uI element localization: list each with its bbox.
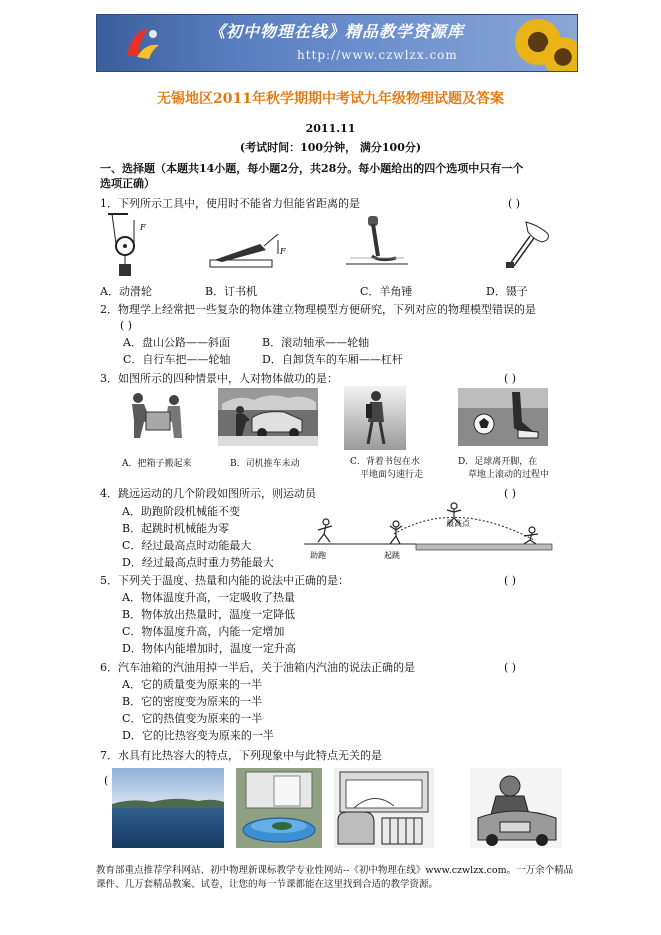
page-footer: 教育部重点推荐学科网站、初中物理新课标教学专业性网站--《初中物理在线》www.czwlzx.com。一万余个精品课件、几万套精品教案、试卷，让您的每一节课都能在这里找到合适的教学资源。 xyxy=(96,865,574,890)
rolling-football-photo xyxy=(458,388,548,446)
banner-title: 《初中物理在线》精品教学资源库 xyxy=(209,22,465,41)
banner-url[interactable]: http://www.czwlzx.com xyxy=(297,48,458,62)
question-7-stem: 7．水具有比热容大的特点，下列现象中与此特点无关的是 xyxy=(100,749,382,762)
force-label: F xyxy=(140,223,146,232)
answer-paren: ( ) xyxy=(504,574,517,587)
stapler-figure xyxy=(208,222,288,272)
sunflower-decoration xyxy=(543,37,578,72)
take-off-label: 起跳 xyxy=(384,551,400,560)
force-label: F xyxy=(280,247,286,256)
question-2-option-b: B．滚动轴承——轮轴 xyxy=(262,336,370,349)
radiator-water-heating-photo xyxy=(236,768,322,848)
run-up-label: 助跑 xyxy=(310,551,326,560)
question-6-option-d: D．它的比热容变为原来的一半 xyxy=(122,729,274,742)
answer-paren: ( xyxy=(104,774,109,787)
question-2-option-d: D．自卸货车的车厢——杠杆 xyxy=(262,353,403,366)
answer-paren: ( ) xyxy=(508,197,521,210)
question-3-stem: 3．如图所示的四种情景中，人对物体做功的是： xyxy=(100,372,338,385)
question-3-caption-d: D．足球离开脚，在 xyxy=(458,457,538,467)
question-6-option-a: A．它的质量变为原来的一半 xyxy=(122,678,262,691)
question-3-caption-b: B．司机推车未动 xyxy=(230,459,300,469)
question-5-option-a: A．物体温度升高，一定吸收了热量 xyxy=(122,591,295,604)
question-5-stem: 5．下列关于温度、热量和内能的说法中正确的是： xyxy=(100,574,349,587)
question-1-stem: 1．下列所示工具中，使用时不能省力但能省距离的是 xyxy=(100,197,360,210)
question-1-option-b: B．订书机 xyxy=(205,285,258,298)
room-heater-photo xyxy=(334,768,434,848)
answer-paren: ( ) xyxy=(504,661,517,674)
question-3-caption-a: A．把箱子搬起来 xyxy=(122,459,192,469)
car-engine-cooling-photo xyxy=(470,768,562,848)
question-4-option-a: A．助跑阶段机械能不变 xyxy=(122,505,240,518)
question-2-option-c: C．自行车把——轮轴 xyxy=(123,353,231,366)
document-title: 无锡地区2011年秋学期期中考试九年级物理试题及答案 xyxy=(157,91,504,107)
question-5-option-d: D．物体内能增加时，温度一定升高 xyxy=(122,642,296,655)
question-3-caption-c: C．背着书包在水 xyxy=(350,457,420,467)
question-1-option-d: D．镊子 xyxy=(486,285,528,298)
question-2-option-a: A．盘山公路——斜面 xyxy=(123,336,230,349)
section-heading-cont: 选项正确） xyxy=(100,177,155,190)
question-6-option-c: C．它的热值变为原来的一半 xyxy=(122,712,263,725)
long-jump-diagram xyxy=(304,500,554,566)
walking-with-bag-photo xyxy=(344,386,406,450)
question-4-option-d: D．经过最高点时重力势能最大 xyxy=(122,556,274,569)
question-4-option-b: B．起跳时机械能为零 xyxy=(122,522,230,535)
question-4-option-c: C．经过最高点时动能最大 xyxy=(122,539,252,552)
question-4-stem: 4．跳远运动的几个阶段如图所示，则运动员 xyxy=(100,487,316,500)
exam-date: 2011.11 xyxy=(305,122,356,135)
site-banner xyxy=(96,14,578,72)
answer-paren: ( ) xyxy=(120,319,133,332)
question-1-option-a: A．动滑轮 xyxy=(100,285,152,298)
question-5-option-c: C．物体温度升高，内能一定增加 xyxy=(122,625,285,638)
question-5-option-b: B．物体放出热量时，温度一定降低 xyxy=(122,608,296,621)
lifting-box-photo xyxy=(120,390,192,442)
tweezers-figure xyxy=(496,218,556,274)
answer-paren: ( ) xyxy=(504,372,517,385)
highest-point-label: 最高点 xyxy=(446,519,470,528)
question-6-stem: 6．汽车油箱的汽油用掉一半后，关于油箱内汽油的说法正确的是 xyxy=(100,661,415,674)
pushing-car-photo xyxy=(218,388,318,446)
lake-photo xyxy=(112,768,224,848)
claw-hammer-figure xyxy=(344,214,410,270)
site-logo-icon xyxy=(123,25,163,61)
question-3-caption-c-cont: 平地面匀速行走 xyxy=(360,470,424,480)
question-1-option-c: C．羊角锤 xyxy=(360,285,413,298)
question-2-stem: 2．物理学上经常把一些复杂的物体建立物理模型方便研究，下列对应的物理模型错误的是 xyxy=(100,303,536,316)
answer-paren: ( ) xyxy=(504,487,517,500)
question-3-caption-d-cont: 草地上滚动的过程中 xyxy=(468,470,550,480)
exam-info: (考试时间：100分钟， 满分100分) xyxy=(239,141,422,154)
movable-pulley-figure xyxy=(104,212,154,282)
question-6-option-b: B．它的密度变为原来的一半 xyxy=(122,695,263,708)
section-heading: 一、选择题（本题共14小题，每小题2分，共28分。每小题给出的四个选项中只有一个 xyxy=(100,162,524,175)
